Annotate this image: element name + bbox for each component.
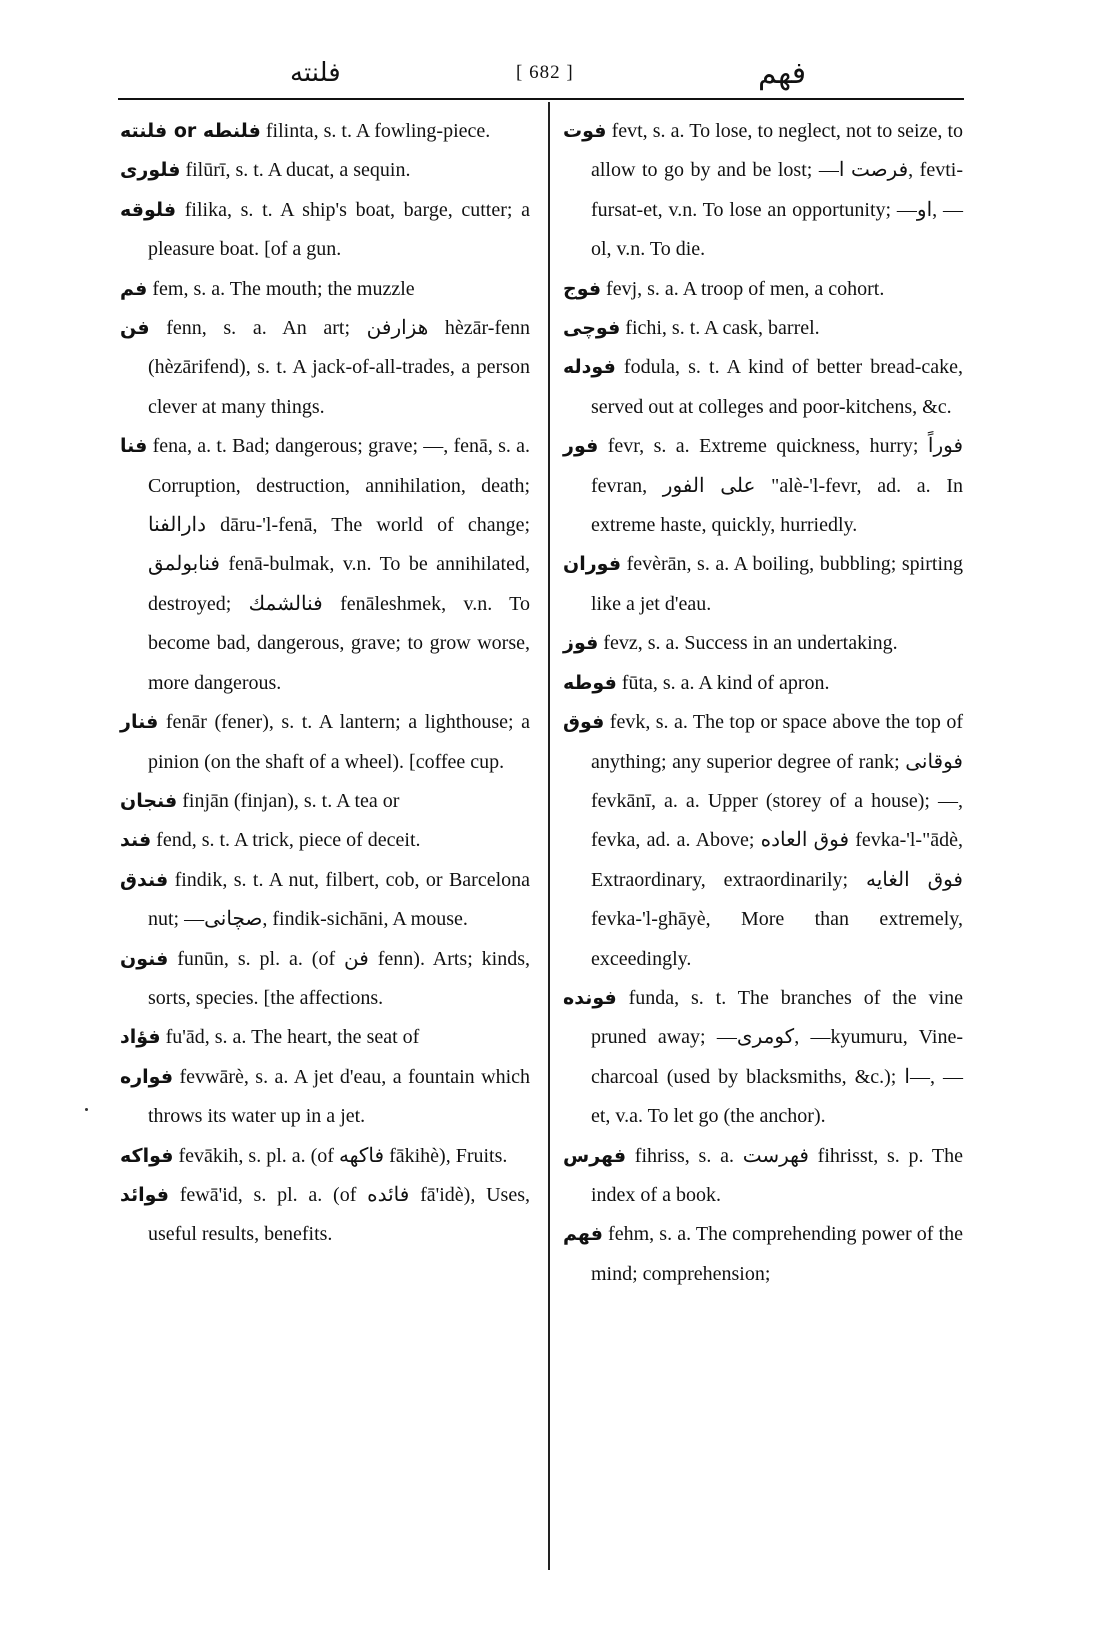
entry-text: funda, s. t. The branches of the vine pruned away; —کومری, —kyumuru, Vine-charcoal (used by blacksmiths, &c.); ا—, —et, v.a. To let go (the anchor). [591, 986, 963, 1128]
dictionary-entry [120, 309, 530, 427]
entry-text: fenār (fener), s. t. A lantern; a lighthouse; a pinion (on the shaft of a wheel). [coffee cup. [148, 711, 531, 773]
running-head-left: فلنته [290, 58, 341, 88]
entry-text: fend, s. t. A trick, piece of deceit. [156, 829, 421, 852]
dictionary-entry [563, 348, 963, 427]
entry-text: fehm, s. a. The comprehending power of the mind; comprehension; [591, 1223, 964, 1285]
dictionary-entry [120, 861, 530, 940]
right-column [563, 112, 963, 1294]
entry-text: fichi, s. t. A cask, barrel. [625, 317, 820, 340]
dictionary-entry [120, 1176, 530, 1255]
dictionary-entry [563, 545, 963, 624]
entry-text: fevj, s. a. A troop of men, a cohort. [606, 277, 885, 300]
entry-arabic: فلوقه [120, 198, 177, 221]
entry-arabic: فواکه [120, 1144, 174, 1167]
running-head-right: فهم [758, 56, 807, 91]
entry-text: fu'ād, s. a. The heart, the seat of [165, 1026, 420, 1049]
entry-text: fevz, s. a. Success in an undertaking. [603, 632, 898, 655]
dictionary-entry [563, 427, 963, 545]
entry-arabic: فهرس [563, 1144, 627, 1167]
dictionary-entry [563, 309, 963, 348]
dictionary-entry [120, 703, 530, 782]
entry-text: fewā'id, s. pl. a. (of فائده fā'idè), Uses, useful results, benefits. [148, 1183, 530, 1246]
dictionary-entry [563, 112, 963, 270]
entry-text: finjān (finjan), s. t. A tea or [182, 789, 400, 812]
entry-text: fem, s. a. The mouth; the muzzle [152, 277, 415, 300]
entry-arabic: فودله [563, 356, 616, 379]
print-speck [85, 1108, 88, 1111]
header-rule [118, 98, 964, 100]
dictionary-entry [120, 270, 530, 309]
entry-arabic: فوچی [563, 317, 621, 340]
entry-text: fevt, s. a. To lose, to neglect, not to seize, to allow to go by and be lost; —فرصت ا, fevti-fursat-et, v.n. To lose an opportunity; —او, —ol, v.n. To die. [591, 120, 963, 261]
entry-arabic: فنون [120, 947, 169, 970]
dictionary-entry [120, 782, 530, 821]
column-divider [548, 102, 550, 1570]
entry-text: fodula, s. t. A kind of better bread-cake, served out at colleges and poor-kitchens, &c. [591, 356, 963, 418]
dictionary-entry [120, 821, 530, 860]
entry-arabic: فؤاد [120, 1026, 161, 1049]
dictionary-entry [120, 1137, 530, 1176]
entry-text: fevākih, s. pl. a. (of فاکهه fākihè), Fruits. [178, 1144, 508, 1167]
entry-text: funūn, s. pl. a. (of فن fenn). Arts; kinds, sorts, species. [the affections. [148, 947, 531, 1009]
entry-arabic: فندق [120, 868, 169, 891]
entry-arabic: فند [120, 829, 152, 852]
dictionary-entry [563, 1137, 963, 1216]
dictionary-entry [563, 624, 963, 663]
dictionary-entry [120, 151, 530, 190]
entry-arabic: فوت [563, 120, 607, 142]
entry-text: fenn, s. a. An art; هزارفن hèzār-fenn (hèzārifend), s. t. A jack-of-all-trades, a person clever at many things. [148, 317, 531, 418]
dictionary-entry [563, 979, 963, 1137]
dictionary-entry [120, 191, 530, 270]
dictionary-entry [120, 112, 530, 151]
entry-text: filūrī, s. t. A ducat, a sequin. [185, 159, 411, 182]
entry-arabic: فهم [563, 1223, 603, 1246]
entry-arabic: فوائد [120, 1183, 169, 1206]
dictionary-entry [563, 664, 963, 703]
entry-arabic: فوق [563, 711, 605, 734]
entry-arabic: فلنته or فلنطه [120, 120, 261, 142]
entry-arabic: فونده [563, 986, 617, 1009]
dictionary-entry [120, 940, 530, 1019]
entry-arabic: فور [563, 435, 599, 458]
entry-arabic: فم [120, 277, 148, 300]
dictionary-entry [563, 270, 963, 309]
dictionary-entry [120, 1018, 530, 1057]
entry-text: filinta, s. t. A fowling-piece. [265, 120, 491, 142]
entry-arabic: فواره [120, 1065, 174, 1088]
page-number: [ 682 ] [516, 62, 574, 83]
entry-arabic: فنار [120, 711, 159, 734]
entry-text: fevk, s. a. The top or space above the top of anything; any superior degree of rank; فوقانی fevkānī, a. a. Upper (storey of a house); —, fevka, ad. a. Above; فوق العاده fevka-'l-"ādè, Extraordinary, extraordinarily; فوق الغایه fevka-'l-ghāyè, More than extremely, exceedingly. [591, 711, 964, 970]
dictionary-entry [563, 1215, 963, 1294]
entry-arabic: فنجان [120, 789, 178, 812]
entry-arabic: فوطه [563, 671, 617, 694]
entry-text: fūta, s. a. A kind of apron. [621, 671, 830, 694]
entry-text: fevèrān, s. a. A boiling, bubbling; spirting like a jet d'eau. [591, 553, 963, 615]
entry-text: filika, s. t. A ship's boat, barge, cutter; a pleasure boat. [of a gun. [148, 198, 530, 261]
entry-arabic: فنا [120, 435, 148, 458]
entry-arabic: فوج [563, 277, 602, 300]
dictionary-entry [563, 703, 963, 979]
entry-text: fena, a. t. Bad; dangerous; grave; —, fenā, s. a. Corruption, destruction, annihilation, death; دارالفنا dāru-'l-fenā, The world of change; فنابولمق fenā-bulmak, v.n. To be annihilated, destroyed; فنالشمك fenāleshmek, v.n. To become bad, dangerous, grave; to grow worse, more dangerous. [148, 435, 531, 694]
entry-text: findik, s. t. A nut, filbert, cob, or Barcelona nut; —صچانی, findik-sichāni, A mouse. [148, 868, 531, 931]
entry-text: fihriss, s. a. فهرست fihrisst, s. p. The index of a book. [591, 1144, 963, 1206]
entry-arabic: فلوری [120, 159, 181, 182]
dictionary-entry [120, 1058, 530, 1137]
dictionary-entry [120, 427, 530, 703]
entry-text: fevr, s. a. Extreme quickness, hurry; فوراً fevran, علی الفور "alè-'l-fevr, ad. a. In extreme haste, quickly, hurriedly. [591, 435, 964, 537]
entry-arabic: فن [120, 317, 150, 340]
entry-arabic: فوز [563, 632, 599, 655]
left-column [120, 112, 530, 1255]
entry-arabic: فوران [563, 553, 622, 576]
page-header [118, 52, 964, 98]
entry-text: fevwārè, s. a. A jet d'eau, a fountain which throws its water up in a jet. [148, 1065, 530, 1128]
